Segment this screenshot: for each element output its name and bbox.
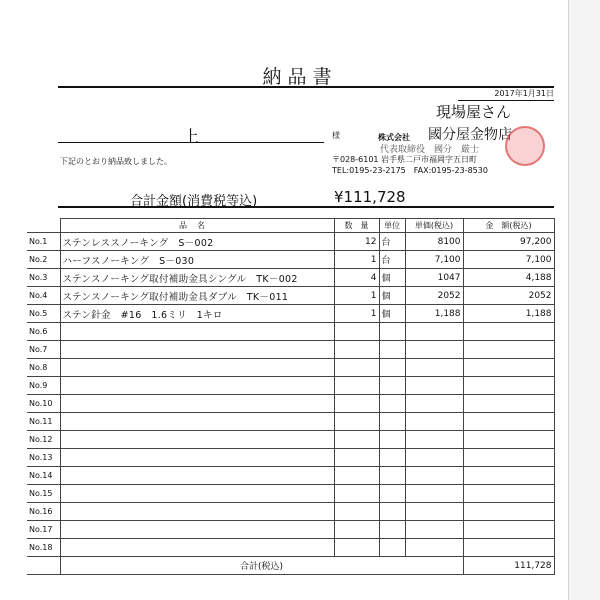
item-qty [334,377,379,395]
table-row [27,413,554,431]
item-unit [379,467,405,485]
item-price: 8100 [405,233,463,251]
item-unit: 個 [379,287,405,305]
row-number: No.2 [27,251,60,269]
row-number: No.11 [27,413,60,431]
customer-name: 現場屋さん [436,103,512,121]
item-unit [379,431,405,449]
table-row [27,449,554,467]
items-table [27,218,555,575]
item-amount [463,377,554,395]
item-amount [463,485,554,503]
row-number: No.14 [27,467,60,485]
item-name [60,323,334,341]
item-price [405,341,463,359]
item-amount: 1,188 [463,305,554,323]
table-row [27,377,554,395]
item-name [60,395,334,413]
header-amount: 金 額(税込) [463,219,554,233]
item-qty: 1 [334,287,379,305]
item-unit [379,539,405,557]
issue-date: 2017年1月31日 [458,88,554,101]
company-name: 國分屋金物店 [428,127,512,143]
row-number: No.10 [27,395,60,413]
company-address: 〒028-6101 岩手県二戸市福岡字五日町 [332,155,478,164]
page-edge [568,0,600,600]
item-name [60,449,334,467]
document-title: 納品書 [262,66,338,88]
row-number: No.12 [27,431,60,449]
item-name [60,377,334,395]
item-price [405,377,463,395]
item-amount: 7,100 [463,251,554,269]
total-amount-value: ¥111,728 [334,188,406,206]
table-row [27,305,554,323]
item-unit: 台 [379,233,405,251]
item-name: ステンレススノーキング S－002 [60,233,334,251]
item-price: 1,188 [405,305,463,323]
table-row [27,485,554,503]
item-amount [463,341,554,359]
footer-no-cell [27,557,60,575]
item-unit: 個 [379,269,405,287]
item-price [405,467,463,485]
item-unit [379,449,405,467]
item-qty [334,521,379,539]
honorific: 様 [332,131,340,140]
item-price [405,521,463,539]
header-qty: 数 量 [334,219,379,233]
item-name [60,539,334,557]
item-qty [334,341,379,359]
item-name [60,431,334,449]
item-price [405,503,463,521]
header-no [27,219,60,233]
item-name [60,413,334,431]
row-number: No.4 [27,287,60,305]
row-number: No.16 [27,503,60,521]
row-number: No.17 [27,521,60,539]
item-amount [463,359,554,377]
item-qty [334,395,379,413]
item-name [60,341,334,359]
row-number: No.13 [27,449,60,467]
total-amount-label: 合計金額(消費税等込) [130,194,258,209]
table-row [27,233,554,251]
row-number: No.8 [27,359,60,377]
item-unit [379,413,405,431]
item-price: 1047 [405,269,463,287]
company-phone: TEL:0195-23-2175 FAX:0195-23-8530 [332,166,488,175]
header-unit: 単位 [379,219,405,233]
item-name [60,485,334,503]
row-number: No.18 [27,539,60,557]
item-name: ステンスノーキング取付補助金具シングル TK－002 [60,269,334,287]
item-name: ハーフスノーキング S－030 [60,251,334,269]
item-price [405,539,463,557]
row-number: No.5 [27,305,60,323]
item-amount [463,413,554,431]
company-seal-stamp [505,126,545,166]
item-qty [334,467,379,485]
item-amount [463,323,554,341]
item-unit [379,521,405,539]
item-unit [379,485,405,503]
table-row [27,323,554,341]
item-unit [379,323,405,341]
item-amount [463,449,554,467]
item-unit [379,377,405,395]
item-amount [463,431,554,449]
item-unit: 個 [379,305,405,323]
table-row [27,467,554,485]
item-price [405,359,463,377]
item-price [405,449,463,467]
item-amount: 2052 [463,287,554,305]
item-unit [379,359,405,377]
item-unit [379,341,405,359]
item-unit [379,503,405,521]
row-number: No.6 [27,323,60,341]
item-qty [334,359,379,377]
item-amount [463,395,554,413]
item-price [405,395,463,413]
item-price [405,485,463,503]
table-row [27,539,554,557]
recipient-rule [58,142,324,143]
item-amount [463,539,554,557]
table-header-row [27,219,554,233]
item-qty [334,539,379,557]
header-price: 単価(税込) [405,219,463,233]
item-unit: 台 [379,251,405,269]
table-row [27,341,554,359]
item-name [60,359,334,377]
table-row [27,431,554,449]
row-number: No.3 [27,269,60,287]
item-amount: 4,188 [463,269,554,287]
item-amount [463,467,554,485]
table-row [27,395,554,413]
company-representative: 代表取締役 國分 厳士 [380,145,480,155]
row-number: No.15 [27,485,60,503]
table-row [27,269,554,287]
item-price [405,323,463,341]
table-footer-row [27,557,554,575]
item-qty: 12 [334,233,379,251]
item-name [60,467,334,485]
header-name: 品名 [60,219,334,233]
item-price [405,431,463,449]
item-qty [334,431,379,449]
row-number: No.7 [27,341,60,359]
item-qty: 1 [334,305,379,323]
table-row [27,503,554,521]
item-qty: 1 [334,251,379,269]
total-rule [58,206,554,208]
item-price: 7,100 [405,251,463,269]
item-qty [334,503,379,521]
item-qty [334,413,379,431]
item-price [405,413,463,431]
item-name: ステン針金 #16 1.6ミリ 1キロ [60,305,334,323]
item-qty [334,323,379,341]
item-qty: 4 [334,269,379,287]
item-name [60,503,334,521]
item-unit [379,395,405,413]
item-name: ステンスノーキング取付補助金具ダブル TK－011 [60,287,334,305]
item-qty [334,485,379,503]
item-amount [463,503,554,521]
table-row [27,251,554,269]
delivery-note-text: 下記のとおり納品致しました。 [60,157,172,166]
row-number: No.1 [27,233,60,251]
table-row [27,521,554,539]
item-amount: 97,200 [463,233,554,251]
company-type-label: 株式会社 [378,133,410,142]
row-number: No.9 [27,377,60,395]
item-qty [334,449,379,467]
footer-total-label: 合計(税込) [60,557,463,575]
item-price: 2052 [405,287,463,305]
table-row [27,287,554,305]
item-name [60,521,334,539]
table-row [27,359,554,377]
footer-total-value: 111,728 [463,557,554,575]
item-amount [463,521,554,539]
recipient-name: 上 [182,127,199,146]
